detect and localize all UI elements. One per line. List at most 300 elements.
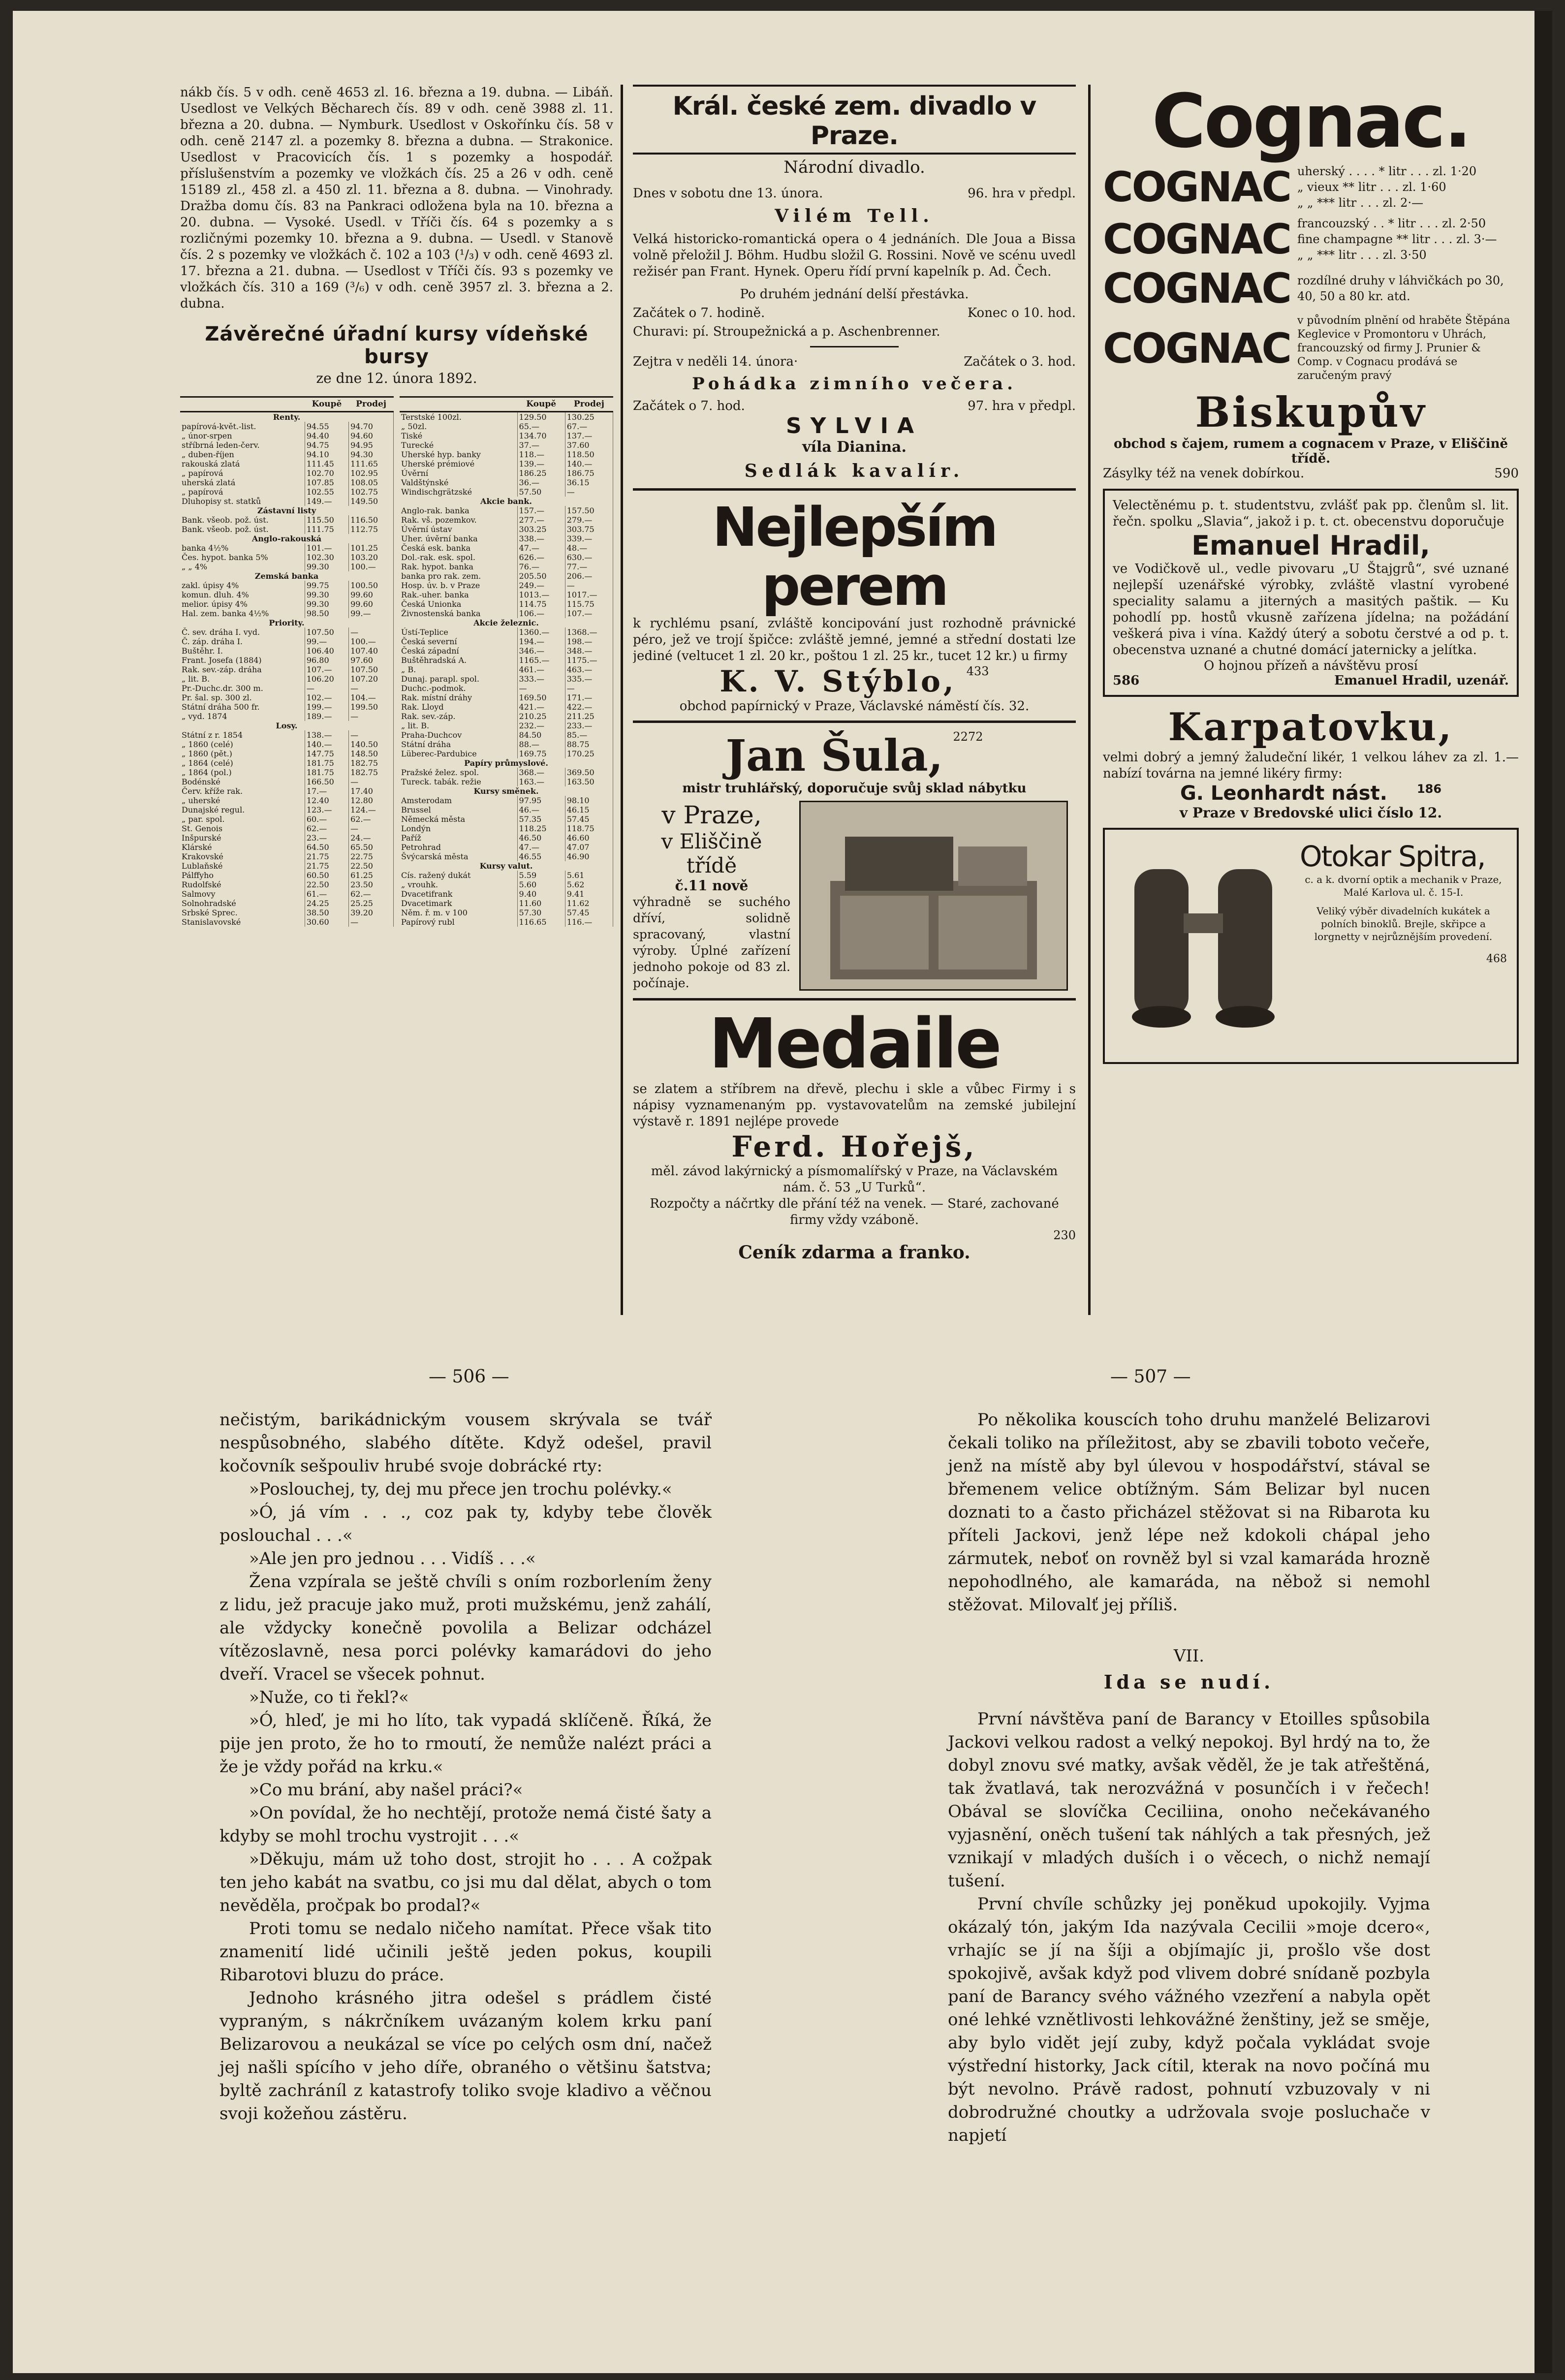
rate-label: Ústí-Teplice [400,627,517,637]
rate-buy: 277.— [517,515,565,525]
story-paragraph: »Děkuju, mám už toho dost, strojit ho . . . A cožpak ten jeho kabát na svatbu, co jsi mu dal dělat, abych o tom nevěděla, pročpak bo prodal?« [219,1849,712,1915]
exchange-table-left [180,396,394,927]
rate-label: Duchc.-podmok. [400,684,517,693]
rate-label: Pražské želez. spol. [400,768,517,777]
rate-buy: 181.75 [305,768,348,777]
play-subtitle-3: víla Dianina. [802,438,907,456]
rate-buy: 11.60 [517,899,565,908]
rate-buy: 37.— [517,440,565,450]
rate-buy: — [305,684,348,693]
cognac-label-3: COGNAC [1103,264,1290,313]
rate-row [400,889,613,899]
rate-label: komun. dluh. 4% [180,590,305,599]
rate-label: Akcie bank. [400,497,613,506]
rate-row [180,899,394,908]
rate-label: Rak. sev.-záp. [400,712,517,721]
rate-sell: 85.— [565,730,613,740]
rate-sell: 24.— [349,833,394,843]
rate-row [180,674,394,684]
rate-buy: 99.75 [305,581,348,590]
rate-sell: 279.— [565,515,613,525]
rate-row [180,459,394,469]
rate-row [180,843,394,852]
rate-label: Kursy směnek. [400,786,613,796]
rate-sell: 36.15 [565,478,613,487]
rate-label: Zemská banka [180,571,394,581]
rate-buy: — [517,684,565,693]
rate-sell: 67.— [565,422,613,431]
rate-sell: 198.— [565,637,613,646]
rate-sell: 163.50 [565,777,613,786]
play-title-4: Sedlák kavalír. [744,461,965,481]
rate-sell: 97.60 [349,656,394,665]
rate-row [180,871,394,880]
rate-row [400,609,613,618]
rate-row [400,805,613,814]
story-paragraph: Žena vzpírala se ještě chvíli s oním rozborlením ženy z lidu, jež pracuje jako muž, proti mužskému, jenž zahálí, ale vždycky konečně povolila a Belizar odcházel vítězoslavně, nesa porci polévky kamarádovi do jeho dveří. Vracel se všecek pohnut. [219,1572,712,1684]
advertisement-page [180,85,1519,1335]
rate-buy: 118.25 [517,824,565,833]
hradil-intro: Velectěnému p. t. studentstvu, zvlášť pak pp. členům sl. lit. řečn. spolku „Slavia“, jakož i p. t. ct. obecenstvu doporučuje [1113,498,1509,529]
story-column-right [948,1409,1430,2147]
cognac-prices-1: uherský . . . . * litr . . . zl. 1·20 „ vieux ** litr . . . zl. 1·60 „ „ *** litr . . . zl. 2·— [1297,164,1477,210]
rate-sell: 182.75 [349,768,394,777]
rate-row [180,609,394,618]
rate-label: Hal. zem. banka 4½% [180,609,305,618]
story-paragraph: »Ó, hleď, je mi ho líto, tak vypadá sklíčeně. Říká, že pije jen proto, že ho to rmoutí, že nemůže nalézt práci a že je vždy pořád na krku.« [219,1711,712,1777]
rate-label: Petrohrad [400,843,517,852]
rate-sell: 57.45 [565,814,613,824]
start-time: Začátek o 7. hodině. [633,306,765,320]
horejs-number: 230 [1053,1228,1076,1242]
rate-row [180,740,394,749]
rate-row [400,665,613,674]
play-title: Vilém Tell. [775,206,934,226]
rate-buy: 189.— [305,712,348,721]
subscription-2: 97. hra v předpl. [968,399,1076,413]
rate-label: Zástavní listy [180,506,394,515]
rate-buy: 169.75 [517,749,565,758]
story-paragraph: »Poslouchej, ty, dej mu přece jen trochu polévky.« [249,1479,672,1499]
rate-buy: 626.— [517,553,565,562]
rate-row [400,525,613,534]
rate-buy: 60.— [305,814,348,824]
rate-buy: 46.— [517,805,565,814]
rate-sell: 148.50 [349,749,394,758]
styblo-headline: Nejlepším perem [712,496,997,618]
hradil-name: Emanuel Hradil, [1191,530,1430,561]
rate-row [180,412,394,422]
col-sell: Prodej [565,397,613,412]
rate-buy: 46.50 [517,833,565,843]
rate-row [400,431,613,440]
rate-sell: 107.— [565,609,613,618]
rate-label: Státní dráha [400,740,517,749]
rate-buy: 22.50 [305,880,348,889]
rate-buy: 106.20 [305,674,348,684]
rate-row [180,534,394,543]
rate-row [180,469,394,478]
rate-label: Česká západní [400,646,517,656]
rate-row [180,487,394,497]
rate-row [180,478,394,487]
rate-label: Úvěrní ústav [400,525,517,534]
rate-sell: 116.50 [349,515,394,525]
rate-buy: 368.— [517,768,565,777]
rate-buy: 57.50 [517,487,565,497]
rate-sell: 46.15 [565,805,613,814]
story-paragraph: »On povídal, že ho nechtějí, protože nemá čisté šaty a kdyby se mohl trochu vystrojit . . .« [219,1803,712,1846]
rate-sell: 94.60 [349,431,394,440]
rate-label: Živnostenská banka [400,609,517,618]
rate-label: Bodénské [180,777,305,786]
rate-buy: 99.30 [305,590,348,599]
rate-sell: 94.30 [349,450,394,459]
rate-row [180,777,394,786]
rate-row [400,450,613,459]
story-paragraph: »Ale jen pro jednou . . . Vidíš . . .« [249,1549,536,1568]
rate-label: Anglo-rakouská [180,534,394,543]
rate-sell: — [349,684,394,693]
rate-row [400,571,613,581]
rate-sell: 46.60 [565,833,613,843]
rate-sell: 211.25 [565,712,613,721]
rate-sell: 140.50 [349,740,394,749]
rate-sell: 140.— [565,459,613,469]
rate-row [400,618,613,627]
rate-label: Rak. vš. pozemkov. [400,515,517,525]
rate-sell: 303.75 [565,525,613,534]
rate-row [400,768,613,777]
theatre-date: Dnes v sobotu dne 13. února. [633,186,823,201]
rate-row [400,861,613,871]
rate-buy: 96.80 [305,656,348,665]
rate-label: Německá města [400,814,517,824]
rate-sell: 22.50 [349,861,394,871]
rate-buy: 205.50 [517,571,565,581]
rate-buy: 194.— [517,637,565,646]
rate-row [180,665,394,674]
rate-row [400,740,613,749]
cognac-label-4: COGNAC [1103,324,1290,373]
rate-buy: 169.50 [517,693,565,702]
rate-row [400,497,613,506]
rate-label: Praha-Duchcov [400,730,517,740]
rate-row [180,590,394,599]
rate-row [180,618,394,627]
rate-buy: 114.75 [517,599,565,609]
rate-row [180,450,394,459]
rate-buy: 102.— [305,693,348,702]
rate-row [180,702,394,712]
rate-label: Stanislavovské [180,917,305,927]
horejs-address: měl. závod lakýrnický a písmomalířský v Praze, na Václavském nám. č. 53 „U Turků“. [651,1164,1058,1195]
rate-label: Státní dráha 500 fr. [180,702,305,712]
hradil-footer: O hojnou přízeň a návštěvu prosí [1204,658,1418,673]
rate-label: Paříž [400,833,517,843]
rate-buy: 57.35 [517,814,565,824]
rate-buy: 47.— [517,543,565,553]
rate-buy: 186.25 [517,469,565,478]
rate-label: „ 1860 (celé) [180,740,305,749]
story-paragraph: Proti tomu se nedalo ničeho namítat. Přece však tito znamenití lidé učinili ještě jeden pokus, koupili Ribarotovi bluzu do práce. [219,1919,712,1985]
rate-sell: — [349,627,394,637]
rate-sell: — [349,712,394,721]
rate-row [400,824,613,833]
chapter-number: VII. [1173,1646,1205,1666]
rate-sell: 137.— [565,431,613,440]
rate-label: „ papírová [180,469,305,478]
rate-buy: 107.— [305,665,348,674]
horejs-headline: Medaile [709,1004,1000,1084]
rate-buy: 24.25 [305,899,348,908]
rate-sell: 348.— [565,646,613,656]
end-time: Konec o 10. hod. [967,306,1076,320]
rate-sell: 422.— [565,702,613,712]
rate-sell: 199.50 [349,702,394,712]
rate-label: St. Genois [180,824,305,833]
rate-buy: 333.— [517,674,565,684]
rate-sell: 23.50 [349,880,394,889]
rate-label: Státní z r. 1854 [180,730,305,740]
rate-sell: 99.— [349,609,394,618]
spitra-line2: Veliký výběr divadelních kukátek a polních binoklů. Brejle, skřipce a lorgnetty v nejrůznějším provedení. [1314,905,1493,942]
rate-label: Losy. [180,721,394,730]
rate-buy: 210.25 [517,712,565,721]
rate-sell: — [565,684,613,693]
rate-label: Úvěrní [400,469,517,478]
rate-row [180,422,394,431]
sula-trade: mistr truhlářský, doporučuje svůj sklad nábytku [682,781,1027,796]
karpatovka-firm: G. Leonhardt nást. [1180,782,1387,805]
rate-buy: 62.— [305,824,348,833]
spitra-line1: c. a k. dvorní optik a mechanik v Praze, Malé Karlova ul. č. 15-I. [1305,874,1502,898]
play-title-3: SYLVIA [785,413,923,438]
rate-sell: 102.75 [349,487,394,497]
rate-sell: 100.50 [349,581,394,590]
rate-label: „ „ 4% [180,562,305,571]
rate-sell: 88.75 [565,740,613,749]
rate-sell: — [565,581,613,590]
rate-row [400,777,613,786]
rate-sell: 61.25 [349,871,394,880]
rate-sell: 1017.— [565,590,613,599]
rate-buy: 101.— [305,543,348,553]
rate-label: „ lit. B. [180,674,305,684]
rate-row [180,908,394,917]
story-paragraph: nečistým, barikádnickým vousem skrývala se tvář nespůsobného, slabého dítěte. Když odešel, pravil kočovník sešpouliv hrubé svoje dobrácké rty: [219,1410,712,1476]
rate-sell: 1368.— [565,627,613,637]
rate-label: „ uherské [180,796,305,805]
rate-sell: 112.75 [349,525,394,534]
col-buy: Koupě [517,397,565,412]
rate-row [400,515,613,525]
rate-sell: 11.62 [565,899,613,908]
styblo-text: k rychlému psaní, zvláště koncipování just rozhodně právnické péro, jež ve trojí špičce: zvláště jemné, jemné a střední dostati lze jediné (veltucet 1 zl. 20 kr., poštou 1 zl. 25 kr., tucet 12 kr.) u firmy [633,616,1076,663]
rate-row [400,656,613,665]
rate-sell: 630.— [565,553,613,562]
biskup-name: Biskupův [1195,388,1427,437]
rate-buy: 421.— [517,702,565,712]
rate-buy: 123.— [305,805,348,814]
rate-buy: 64.50 [305,843,348,852]
rate-buy: 115.50 [305,515,348,525]
rate-label: „ B. [400,665,517,674]
cognac-prices-3: rozdílné druhy v láhvičkách po 30, 40, 50 a 80 kr. atd. [1297,274,1504,303]
rate-sell: 107.20 [349,674,394,684]
rate-buy: 107.50 [305,627,348,637]
rate-row [400,693,613,702]
rate-sell: 9.41 [565,889,613,899]
next-date: Zejtra v neděli 14. února· [633,354,798,369]
rate-sell: 99.60 [349,599,394,609]
rate-label: Tiské [400,431,517,440]
rate-sell: 130.25 [565,412,613,422]
exchange-table-right [400,396,613,927]
next-start: Začátek o 3. hod. [964,354,1076,369]
rate-row [180,637,394,646]
rate-row [400,674,613,684]
rate-buy: 21.75 [305,861,348,871]
col-buy: Koupě [305,397,348,412]
rate-row [400,833,613,843]
rate-buy: 94.40 [305,431,348,440]
rate-label: Pr.-Duchc.dr. 300 m. [180,684,305,693]
rate-buy: 61.— [305,889,348,899]
rate-row [180,796,394,805]
rate-row [180,525,394,534]
horejs-note: Rozpočty a náčrtky dle přání též na venek. — Staré, zachované firmy vždy vzáboně. [650,1196,1059,1227]
rate-row [400,478,613,487]
rate-label: melior. úpisy 4% [180,599,305,609]
rate-buy: 46.55 [517,852,565,861]
hradil-text: ve Vodičkově ul., vedle pivovaru „U Štajgrů“, své uznané nejlepší uzenářské výrobky, zvláště vlastní vyrobené speciality salamu a jiterných a masitých paštik. — Ku pohodlí pp. hostů vkusně zařízena jídelna; na požádání veškerá piva i vína. Každý úterý a sobotu čerstvé a od p. t. obecenstva uznané a chutné domácí jaternicky a jelítka. [1113,562,1509,658]
story-paragraph: První chvíle schůzky jej poněkud upokojily. Vyjma okázalý tón, jakým Ida nazývala Cecilii »moje dcero«, vrhajíc se jí na šíji a objímajíc ji, prošlo vše dost spokojivě, avšak když pod vlivem dobré snídaně pozbyla paní de Barancy svého vážného vzezření a nabyla opět oné lehké vznětlivosti lehkovážné ženštiny, jež se směje, aby bylo vidět její zuby, když počala vykládat svoje výstřední historky, Jack cítil, kterak na novo počíná mu být nevolno. Právě radost, pohnutí vzbuzovaly v ni dobrodružné choutky a udržovala svoje posluchače v napjetí [948,1894,1430,2145]
rate-row [180,562,394,571]
rate-label: Č. sev. dráha I. vyd. [180,627,305,637]
rate-label: „ vyd. 1874 [180,712,305,721]
rate-label: Anglo-rak. banka [400,506,517,515]
rate-buy: 106.40 [305,646,348,656]
cognac-label-1: COGNAC [1103,163,1290,211]
spitra-advert [1103,828,1519,1064]
rate-label: „ 50zl. [400,422,517,431]
rate-row [180,599,394,609]
rate-row [400,749,613,758]
rate-row [400,646,613,656]
rate-row [180,581,394,590]
rate-row [180,693,394,702]
newspaper-page [13,11,1552,2373]
chapter-title: Ida se nudí. [1103,1671,1275,1693]
rate-buy: 163.— [517,777,565,786]
ads-column-middle [633,85,1076,1325]
rate-buy: 94.75 [305,440,348,450]
rate-label: Salmovy [180,889,305,899]
rate-label: Solnohradské [180,899,305,908]
rate-row [400,786,613,796]
rate-sell: 62.— [349,889,394,899]
rate-label: Terstské 100zl. [400,412,517,422]
rate-row [400,712,613,721]
rate-row [180,553,394,562]
sula-number: 2272 [953,730,983,744]
rate-buy: 9.40 [517,889,565,899]
cast-note: Churavi: pí. Stroupežnická a p. Aschenbrenner. [633,324,940,339]
rate-buy: 149.— [305,497,348,506]
rate-label: papírová-květ.-list. [180,422,305,431]
rate-label: Dvacetimark [400,899,517,908]
column-rule [621,85,623,1315]
rate-row [400,637,613,646]
rate-label: Rak. hypot. banka [400,562,517,571]
rate-sell: 149.50 [349,497,394,506]
rate-row [400,534,613,543]
rate-buy: 102.30 [305,553,348,562]
rate-row [180,684,394,693]
styblo-address: obchod papírnický v Praze, Václavské náměstí čís. 32. [679,699,1030,714]
rate-buy: 38.50 [305,908,348,917]
rate-label: Č. záp. dráha I. [180,637,305,646]
play-title-2: Pohádka zimního večera. [692,374,1017,394]
rate-buy: 84.50 [517,730,565,740]
rate-label: „ 1864 (celé) [180,758,305,768]
rate-sell: 111.65 [349,459,394,469]
rate-label: Rak. sev.-záp. dráha [180,665,305,674]
col-sell: Prodej [349,397,394,412]
rate-label: „ duben-říjen [180,450,305,459]
rate-sell: 57.45 [565,908,613,917]
rate-sell: 94.95 [349,440,394,450]
rate-row [400,730,613,740]
rate-label: Krakovské [180,852,305,861]
rate-row [180,814,394,824]
rate-buy: 88.— [517,740,565,749]
rate-label: „ par. spol. [180,814,305,824]
rate-buy: 99.30 [305,599,348,609]
rate-label: Inšpurské [180,833,305,843]
rate-row [400,899,613,908]
rate-label: Švýcarská města [400,852,517,861]
rate-sell: 369.50 [565,768,613,777]
rate-sell: 17.40 [349,786,394,796]
column-rule [1088,85,1091,1315]
rate-buy: 157.— [517,506,565,515]
rate-row [180,730,394,740]
rate-label: Česká Unionka [400,599,517,609]
rate-row [180,543,394,553]
rate-sell: 1175.— [565,656,613,665]
rate-buy: 23.— [305,833,348,843]
rate-label: Něm. ř. m. v 100 [400,908,517,917]
rate-row [180,440,394,450]
rate-label: Kursy valut. [400,861,613,871]
styblo-name: K. V. Stýblo, [720,664,957,699]
rate-buy: 30.60 [305,917,348,927]
rate-buy: 21.75 [305,852,348,861]
rate-label: „ 1864 (pol.) [180,768,305,777]
rate-buy: 1165.— [517,656,565,665]
rate-row [400,917,613,927]
rate-sell: 12.80 [349,796,394,805]
horejs-text: se zlatem a stříbrem na dřevě, plechu i skle a vůbec Firmy i s nápisy vyznamenaným pp. vystavovatelům na zemské jubilejní výstavě r. 1891 nejlépe provede [633,1082,1076,1129]
rate-row [400,880,613,889]
spitra-name: Otokar Spitra, [1300,840,1485,873]
rate-sell: 170.25 [565,749,613,758]
rate-label: Dunajské regul. [180,805,305,814]
rate-row [180,515,394,525]
rate-sell: 100.— [349,562,394,571]
